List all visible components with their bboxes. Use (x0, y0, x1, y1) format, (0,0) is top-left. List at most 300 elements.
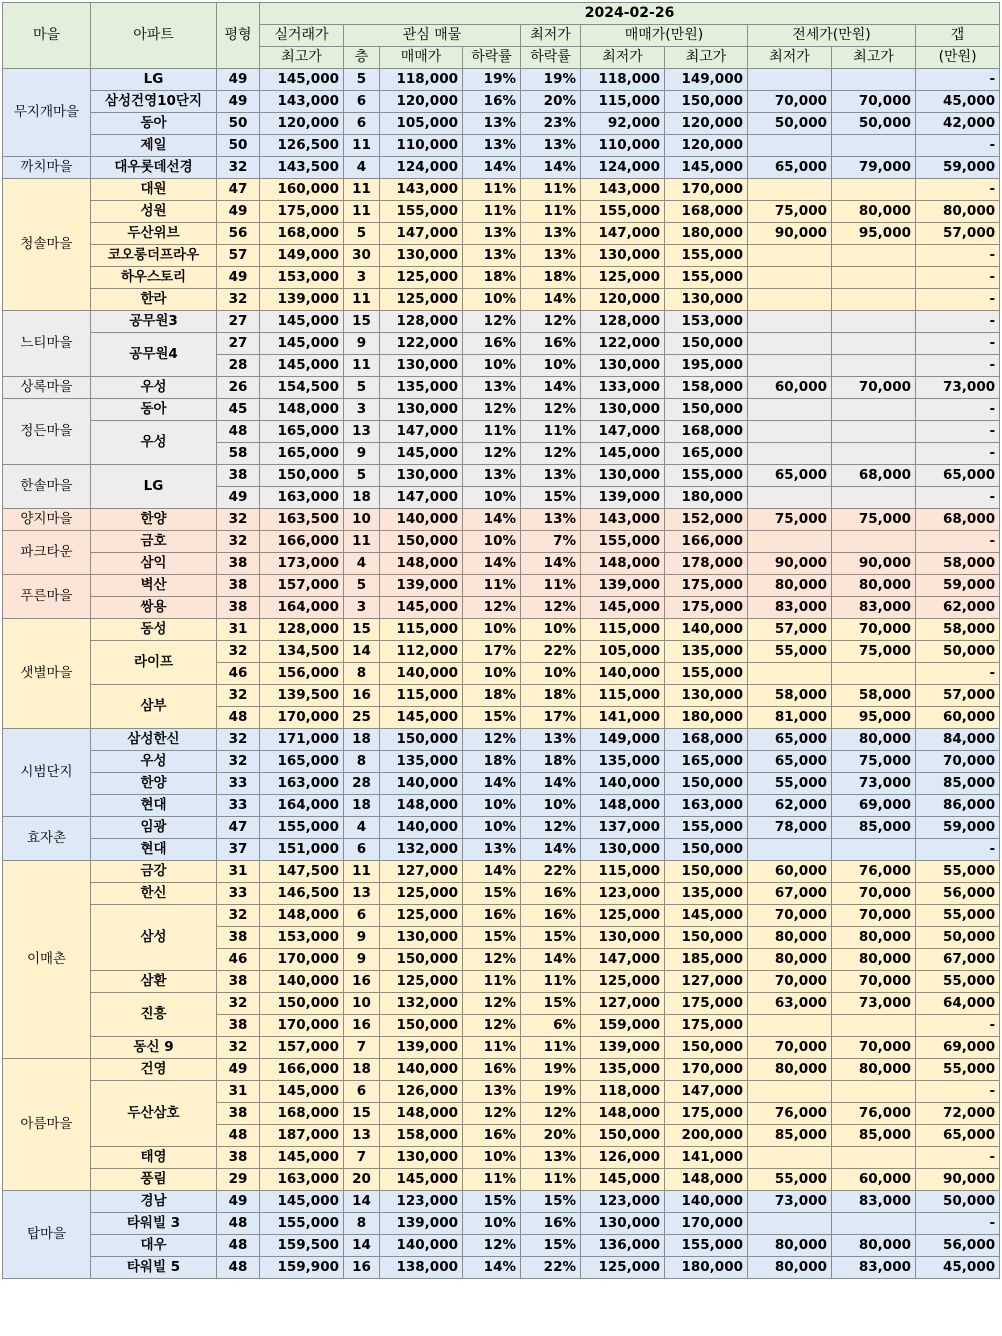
gap-cell[interactable]: - (916, 487, 1000, 509)
apartment-cell[interactable]: 삼성 (91, 905, 217, 971)
drop-rate-cell[interactable]: 19% (463, 69, 521, 91)
sale-max-cell[interactable]: 120,000 (665, 113, 748, 135)
real-trade-max-cell[interactable]: 170,000 (260, 1015, 344, 1037)
jeonse-min-cell[interactable]: 70,000 (748, 1037, 832, 1059)
sale-min-cell[interactable]: 120,000 (581, 289, 665, 311)
jeonse-max-cell[interactable]: 68,000 (832, 465, 916, 487)
sale-max-cell[interactable]: 155,000 (665, 465, 748, 487)
lowest-drop-rate-cell[interactable]: 13% (521, 223, 581, 245)
sale-max-cell[interactable]: 163,000 (665, 795, 748, 817)
lowest-drop-rate-cell[interactable]: 18% (521, 751, 581, 773)
sale-price-cell[interactable]: 139,000 (380, 1213, 463, 1235)
lowest-drop-rate-cell[interactable]: 15% (521, 1191, 581, 1213)
gap-cell[interactable]: - (916, 1147, 1000, 1169)
sale-min-cell[interactable]: 126,000 (581, 1147, 665, 1169)
apartment-cell[interactable]: 한양 (91, 509, 217, 531)
floor-cell[interactable]: 15 (344, 619, 380, 641)
pyeong-cell[interactable]: 31 (217, 619, 260, 641)
sale-min-cell[interactable]: 124,000 (581, 157, 665, 179)
real-trade-max-cell[interactable]: 156,000 (260, 663, 344, 685)
lowest-drop-rate-cell[interactable]: 16% (521, 333, 581, 355)
real-trade-max-cell[interactable]: 157,000 (260, 1037, 344, 1059)
jeonse-max-cell[interactable]: 80,000 (832, 1235, 916, 1257)
sale-price-cell[interactable]: 135,000 (380, 751, 463, 773)
apartment-cell[interactable]: 경남 (91, 1191, 217, 1213)
sale-max-cell[interactable]: 141,000 (665, 1147, 748, 1169)
real-trade-max-cell[interactable]: 170,000 (260, 949, 344, 971)
sale-min-cell[interactable]: 115,000 (581, 91, 665, 113)
pyeong-cell[interactable]: 46 (217, 949, 260, 971)
sale-price-cell[interactable]: 140,000 (380, 773, 463, 795)
apartment-cell[interactable]: 타워빌 3 (91, 1213, 217, 1235)
lowest-drop-rate-cell[interactable]: 11% (521, 971, 581, 993)
jeonse-max-cell[interactable]: 95,000 (832, 223, 916, 245)
jeonse-min-cell[interactable] (748, 311, 832, 333)
gap-cell[interactable]: - (916, 1213, 1000, 1235)
drop-rate-cell[interactable]: 12% (463, 311, 521, 333)
jeonse-min-cell[interactable]: 78,000 (748, 817, 832, 839)
real-trade-max-cell[interactable]: 163,500 (260, 509, 344, 531)
lowest-drop-rate-cell[interactable]: 12% (521, 443, 581, 465)
jeonse-min-cell[interactable]: 73,000 (748, 1191, 832, 1213)
apartment-cell[interactable]: 두산위브 (91, 223, 217, 245)
real-trade-max-cell[interactable]: 155,000 (260, 1213, 344, 1235)
lowest-drop-rate-cell[interactable]: 12% (521, 1103, 581, 1125)
jeonse-min-cell[interactable]: 57,000 (748, 619, 832, 641)
drop-rate-cell[interactable]: 10% (463, 1147, 521, 1169)
apartment-cell[interactable]: 삼익 (91, 553, 217, 575)
drop-rate-cell[interactable]: 10% (463, 487, 521, 509)
village-cell[interactable]: 정든마을 (3, 399, 91, 465)
apartment-cell[interactable]: 벽산 (91, 575, 217, 597)
apartment-cell[interactable]: 우성 (91, 751, 217, 773)
real-trade-max-cell[interactable]: 173,000 (260, 553, 344, 575)
real-trade-max-cell[interactable]: 168,000 (260, 223, 344, 245)
apartment-cell[interactable]: 우성 (91, 377, 217, 399)
sale-max-cell[interactable]: 175,000 (665, 993, 748, 1015)
sale-min-cell[interactable]: 145,000 (581, 1169, 665, 1191)
drop-rate-cell[interactable]: 13% (463, 113, 521, 135)
lowest-drop-rate-cell[interactable]: 11% (521, 575, 581, 597)
jeonse-min-cell[interactable]: 55,000 (748, 1169, 832, 1191)
apartment-cell[interactable]: 진흥 (91, 993, 217, 1037)
drop-rate-cell[interactable]: 15% (463, 1191, 521, 1213)
gap-cell[interactable]: - (916, 531, 1000, 553)
village-cell[interactable]: 까치마을 (3, 157, 91, 179)
lowest-drop-rate-cell[interactable]: 14% (521, 377, 581, 399)
lowest-drop-rate-cell[interactable]: 22% (521, 861, 581, 883)
header-pyeong[interactable]: 평형 (217, 3, 260, 69)
sale-min-cell[interactable]: 110,000 (581, 135, 665, 157)
pyeong-cell[interactable]: 38 (217, 927, 260, 949)
real-trade-max-cell[interactable]: 145,000 (260, 1147, 344, 1169)
jeonse-min-cell[interactable]: 90,000 (748, 223, 832, 245)
sale-min-cell[interactable]: 140,000 (581, 773, 665, 795)
lowest-drop-rate-cell[interactable]: 13% (521, 729, 581, 751)
drop-rate-cell[interactable]: 16% (463, 333, 521, 355)
jeonse-min-cell[interactable]: 80,000 (748, 949, 832, 971)
jeonse-min-cell[interactable] (748, 289, 832, 311)
real-trade-max-cell[interactable]: 150,000 (260, 465, 344, 487)
floor-cell[interactable]: 3 (344, 597, 380, 619)
jeonse-max-cell[interactable]: 58,000 (832, 685, 916, 707)
drop-rate-cell[interactable]: 13% (463, 465, 521, 487)
floor-cell[interactable]: 14 (344, 641, 380, 663)
lowest-drop-rate-cell[interactable]: 14% (521, 839, 581, 861)
pyeong-cell[interactable]: 32 (217, 751, 260, 773)
sale-min-cell[interactable]: 130,000 (581, 399, 665, 421)
floor-cell[interactable]: 13 (344, 1125, 380, 1147)
real-trade-max-cell[interactable]: 166,000 (260, 1059, 344, 1081)
apartment-cell[interactable]: 동성 (91, 619, 217, 641)
header-sale-price[interactable]: 매매가 (380, 47, 463, 69)
sale-min-cell[interactable]: 123,000 (581, 1191, 665, 1213)
sale-price-cell[interactable]: 105,000 (380, 113, 463, 135)
real-trade-max-cell[interactable]: 146,500 (260, 883, 344, 905)
sale-max-cell[interactable]: 130,000 (665, 685, 748, 707)
pyeong-cell[interactable]: 48 (217, 421, 260, 443)
village-cell[interactable]: 탑마을 (3, 1191, 91, 1279)
jeonse-max-cell[interactable] (832, 531, 916, 553)
drop-rate-cell[interactable]: 14% (463, 553, 521, 575)
floor-cell[interactable]: 11 (344, 531, 380, 553)
gap-cell[interactable]: 50,000 (916, 1191, 1000, 1213)
header-real-trade-max[interactable]: 최고가 (260, 47, 344, 69)
apartment-cell[interactable]: 태영 (91, 1147, 217, 1169)
gap-cell[interactable]: - (916, 289, 1000, 311)
drop-rate-cell[interactable]: 17% (463, 641, 521, 663)
header-sale-max[interactable]: 최고가 (665, 47, 748, 69)
real-trade-max-cell[interactable]: 163,000 (260, 1169, 344, 1191)
apartment-cell[interactable]: 현대 (91, 839, 217, 861)
sale-price-cell[interactable]: 132,000 (380, 839, 463, 861)
drop-rate-cell[interactable]: 11% (463, 971, 521, 993)
sale-max-cell[interactable]: 178,000 (665, 553, 748, 575)
sale-max-cell[interactable]: 152,000 (665, 509, 748, 531)
sale-price-cell[interactable]: 145,000 (380, 443, 463, 465)
floor-cell[interactable]: 6 (344, 1081, 380, 1103)
pyeong-cell[interactable]: 38 (217, 575, 260, 597)
sale-price-cell[interactable]: 127,000 (380, 861, 463, 883)
pyeong-cell[interactable]: 32 (217, 157, 260, 179)
jeonse-max-cell[interactable]: 85,000 (832, 1125, 916, 1147)
lowest-drop-rate-cell[interactable]: 22% (521, 641, 581, 663)
sale-max-cell[interactable]: 155,000 (665, 245, 748, 267)
real-trade-max-cell[interactable]: 145,000 (260, 1191, 344, 1213)
pyeong-cell[interactable]: 48 (217, 707, 260, 729)
pyeong-cell[interactable]: 26 (217, 377, 260, 399)
sale-price-cell[interactable]: 125,000 (380, 883, 463, 905)
gap-cell[interactable]: - (916, 179, 1000, 201)
gap-cell[interactable]: 60,000 (916, 707, 1000, 729)
pyeong-cell[interactable]: 38 (217, 553, 260, 575)
sale-price-cell[interactable]: 139,000 (380, 1037, 463, 1059)
apartment-cell[interactable]: 제일 (91, 135, 217, 157)
sale-min-cell[interactable]: 159,000 (581, 1015, 665, 1037)
pyeong-cell[interactable]: 32 (217, 531, 260, 553)
floor-cell[interactable]: 7 (344, 1037, 380, 1059)
jeonse-max-cell[interactable]: 70,000 (832, 619, 916, 641)
gap-cell[interactable]: 57,000 (916, 223, 1000, 245)
sale-min-cell[interactable]: 149,000 (581, 729, 665, 751)
floor-cell[interactable]: 16 (344, 971, 380, 993)
header-village[interactable]: 마을 (3, 3, 91, 69)
jeonse-min-cell[interactable]: 70,000 (748, 91, 832, 113)
header-lowest-drop-rate[interactable]: 하락률 (521, 47, 581, 69)
sale-max-cell[interactable]: 120,000 (665, 135, 748, 157)
floor-cell[interactable]: 18 (344, 729, 380, 751)
floor-cell[interactable]: 3 (344, 399, 380, 421)
header-real-trade[interactable]: 실거래가 (260, 25, 344, 47)
jeonse-max-cell[interactable]: 70,000 (832, 883, 916, 905)
pyeong-cell[interactable]: 31 (217, 861, 260, 883)
apartment-cell[interactable]: 건영 (91, 1059, 217, 1081)
apartment-cell[interactable]: 한양 (91, 773, 217, 795)
jeonse-min-cell[interactable]: 58,000 (748, 685, 832, 707)
jeonse-min-cell[interactable] (748, 1015, 832, 1037)
gap-cell[interactable]: 58,000 (916, 553, 1000, 575)
gap-cell[interactable]: 90,000 (916, 1169, 1000, 1191)
sale-price-cell[interactable]: 120,000 (380, 91, 463, 113)
pyeong-cell[interactable]: 48 (217, 1235, 260, 1257)
sale-price-cell[interactable]: 145,000 (380, 707, 463, 729)
sale-max-cell[interactable]: 170,000 (665, 1059, 748, 1081)
real-trade-max-cell[interactable]: 143,500 (260, 157, 344, 179)
apartment-cell[interactable]: 금강 (91, 861, 217, 883)
floor-cell[interactable]: 18 (344, 795, 380, 817)
village-cell[interactable]: 상록마을 (3, 377, 91, 399)
lowest-drop-rate-cell[interactable]: 13% (521, 509, 581, 531)
gap-cell[interactable]: - (916, 245, 1000, 267)
sale-min-cell[interactable]: 140,000 (581, 663, 665, 685)
sale-max-cell[interactable]: 135,000 (665, 883, 748, 905)
gap-cell[interactable]: - (916, 399, 1000, 421)
sale-price-cell[interactable]: 115,000 (380, 685, 463, 707)
gap-cell[interactable]: 42,000 (916, 113, 1000, 135)
pyeong-cell[interactable]: 38 (217, 465, 260, 487)
pyeong-cell[interactable]: 33 (217, 883, 260, 905)
drop-rate-cell[interactable]: 11% (463, 201, 521, 223)
sale-max-cell[interactable]: 180,000 (665, 223, 748, 245)
gap-cell[interactable]: - (916, 443, 1000, 465)
floor-cell[interactable]: 9 (344, 949, 380, 971)
jeonse-min-cell[interactable] (748, 333, 832, 355)
village-cell[interactable]: 파크타운 (3, 531, 91, 575)
sale-max-cell[interactable]: 150,000 (665, 1037, 748, 1059)
real-trade-max-cell[interactable]: 139,000 (260, 289, 344, 311)
lowest-drop-rate-cell[interactable]: 15% (521, 927, 581, 949)
jeonse-max-cell[interactable]: 70,000 (832, 971, 916, 993)
sale-min-cell[interactable]: 143,000 (581, 509, 665, 531)
sale-min-cell[interactable]: 148,000 (581, 795, 665, 817)
lowest-drop-rate-cell[interactable]: 16% (521, 905, 581, 927)
gap-cell[interactable]: 84,000 (916, 729, 1000, 751)
gap-cell[interactable]: - (916, 663, 1000, 685)
sale-max-cell[interactable]: 155,000 (665, 817, 748, 839)
jeonse-max-cell[interactable]: 70,000 (832, 1037, 916, 1059)
jeonse-max-cell[interactable] (832, 399, 916, 421)
drop-rate-cell[interactable]: 11% (463, 1169, 521, 1191)
apartment-cell[interactable]: 풍림 (91, 1169, 217, 1191)
sale-min-cell[interactable]: 145,000 (581, 443, 665, 465)
lowest-drop-rate-cell[interactable]: 14% (521, 949, 581, 971)
drop-rate-cell[interactable]: 12% (463, 1015, 521, 1037)
pyeong-cell[interactable]: 58 (217, 443, 260, 465)
sale-min-cell[interactable]: 150,000 (581, 1125, 665, 1147)
sale-price-cell[interactable]: 115,000 (380, 619, 463, 641)
gap-cell[interactable]: 64,000 (916, 993, 1000, 1015)
sale-max-cell[interactable]: 166,000 (665, 531, 748, 553)
floor-cell[interactable]: 15 (344, 311, 380, 333)
lowest-drop-rate-cell[interactable]: 12% (521, 311, 581, 333)
gap-cell[interactable]: 73,000 (916, 377, 1000, 399)
gap-cell[interactable]: 55,000 (916, 905, 1000, 927)
drop-rate-cell[interactable]: 16% (463, 1125, 521, 1147)
sale-max-cell[interactable]: 155,000 (665, 663, 748, 685)
sale-min-cell[interactable]: 147,000 (581, 421, 665, 443)
gap-cell[interactable]: 59,000 (916, 157, 1000, 179)
lowest-drop-rate-cell[interactable]: 13% (521, 1147, 581, 1169)
jeonse-max-cell[interactable] (832, 245, 916, 267)
sale-price-cell[interactable]: 125,000 (380, 289, 463, 311)
lowest-drop-rate-cell[interactable]: 15% (521, 487, 581, 509)
jeonse-min-cell[interactable]: 75,000 (748, 201, 832, 223)
sale-max-cell[interactable]: 150,000 (665, 773, 748, 795)
sale-min-cell[interactable]: 145,000 (581, 597, 665, 619)
sale-min-cell[interactable]: 125,000 (581, 905, 665, 927)
real-trade-max-cell[interactable]: 168,000 (260, 1103, 344, 1125)
sale-price-cell[interactable]: 125,000 (380, 267, 463, 289)
floor-cell[interactable]: 10 (344, 509, 380, 531)
sale-max-cell[interactable]: 150,000 (665, 861, 748, 883)
lowest-drop-rate-cell[interactable]: 15% (521, 993, 581, 1015)
pyeong-cell[interactable]: 57 (217, 245, 260, 267)
jeonse-min-cell[interactable]: 67,000 (748, 883, 832, 905)
gap-cell[interactable]: 56,000 (916, 883, 1000, 905)
sale-max-cell[interactable]: 175,000 (665, 1103, 748, 1125)
jeonse-min-cell[interactable]: 90,000 (748, 553, 832, 575)
pyeong-cell[interactable]: 33 (217, 773, 260, 795)
sale-price-cell[interactable]: 140,000 (380, 1235, 463, 1257)
sale-min-cell[interactable]: 115,000 (581, 861, 665, 883)
real-trade-max-cell[interactable]: 163,000 (260, 773, 344, 795)
floor-cell[interactable]: 8 (344, 663, 380, 685)
jeonse-min-cell[interactable]: 80,000 (748, 575, 832, 597)
drop-rate-cell[interactable]: 13% (463, 1081, 521, 1103)
real-trade-max-cell[interactable]: 143,000 (260, 91, 344, 113)
sale-max-cell[interactable]: 140,000 (665, 619, 748, 641)
sale-max-cell[interactable]: 168,000 (665, 201, 748, 223)
floor-cell[interactable]: 13 (344, 883, 380, 905)
floor-cell[interactable]: 14 (344, 1191, 380, 1213)
real-trade-max-cell[interactable]: 145,000 (260, 333, 344, 355)
drop-rate-cell[interactable]: 12% (463, 729, 521, 751)
jeonse-max-cell[interactable] (832, 289, 916, 311)
sale-max-cell[interactable]: 135,000 (665, 641, 748, 663)
lowest-drop-rate-cell[interactable]: 23% (521, 113, 581, 135)
lowest-drop-rate-cell[interactable]: 19% (521, 1059, 581, 1081)
jeonse-min-cell[interactable]: 65,000 (748, 465, 832, 487)
sale-min-cell[interactable]: 130,000 (581, 355, 665, 377)
apartment-cell[interactable]: 두산삼호 (91, 1081, 217, 1147)
pyeong-cell[interactable]: 56 (217, 223, 260, 245)
drop-rate-cell[interactable]: 16% (463, 91, 521, 113)
lowest-drop-rate-cell[interactable]: 18% (521, 685, 581, 707)
real-trade-max-cell[interactable]: 145,000 (260, 1081, 344, 1103)
floor-cell[interactable]: 30 (344, 245, 380, 267)
pyeong-cell[interactable]: 49 (217, 91, 260, 113)
jeonse-max-cell[interactable]: 80,000 (832, 201, 916, 223)
sale-price-cell[interactable]: 145,000 (380, 1169, 463, 1191)
gap-cell[interactable]: 56,000 (916, 1235, 1000, 1257)
gap-cell[interactable]: 85,000 (916, 773, 1000, 795)
sale-max-cell[interactable]: 175,000 (665, 575, 748, 597)
sale-price-cell[interactable]: 125,000 (380, 905, 463, 927)
sale-min-cell[interactable]: 147,000 (581, 949, 665, 971)
sale-price-cell[interactable]: 123,000 (380, 1191, 463, 1213)
lowest-drop-rate-cell[interactable]: 10% (521, 619, 581, 641)
lowest-drop-rate-cell[interactable]: 11% (521, 421, 581, 443)
drop-rate-cell[interactable]: 10% (463, 817, 521, 839)
real-trade-max-cell[interactable]: 164,000 (260, 795, 344, 817)
floor-cell[interactable]: 16 (344, 1015, 380, 1037)
jeonse-max-cell[interactable] (832, 1147, 916, 1169)
drop-rate-cell[interactable]: 10% (463, 663, 521, 685)
floor-cell[interactable]: 11 (344, 861, 380, 883)
jeonse-max-cell[interactable]: 83,000 (832, 597, 916, 619)
real-trade-max-cell[interactable]: 148,000 (260, 399, 344, 421)
real-trade-max-cell[interactable]: 147,500 (260, 861, 344, 883)
pyeong-cell[interactable]: 33 (217, 795, 260, 817)
pyeong-cell[interactable]: 38 (217, 1147, 260, 1169)
jeonse-max-cell[interactable]: 83,000 (832, 1191, 916, 1213)
sale-max-cell[interactable]: 150,000 (665, 399, 748, 421)
jeonse-max-cell[interactable]: 75,000 (832, 751, 916, 773)
jeonse-max-cell[interactable]: 79,000 (832, 157, 916, 179)
header-drop-rate[interactable]: 하락률 (463, 47, 521, 69)
pyeong-cell[interactable]: 37 (217, 839, 260, 861)
gap-cell[interactable]: 67,000 (916, 949, 1000, 971)
real-trade-max-cell[interactable]: 140,000 (260, 971, 344, 993)
drop-rate-cell[interactable]: 18% (463, 685, 521, 707)
sale-max-cell[interactable]: 168,000 (665, 421, 748, 443)
jeonse-min-cell[interactable]: 60,000 (748, 377, 832, 399)
sale-price-cell[interactable]: 140,000 (380, 509, 463, 531)
jeonse-min-cell[interactable] (748, 135, 832, 157)
jeonse-min-cell[interactable] (748, 1213, 832, 1235)
jeonse-min-cell[interactable]: 81,000 (748, 707, 832, 729)
lowest-drop-rate-cell[interactable]: 11% (521, 1169, 581, 1191)
floor-cell[interactable]: 11 (344, 289, 380, 311)
pyeong-cell[interactable]: 49 (217, 1059, 260, 1081)
sale-min-cell[interactable]: 92,000 (581, 113, 665, 135)
apartment-cell[interactable]: 동아 (91, 113, 217, 135)
pyeong-cell[interactable]: 28 (217, 355, 260, 377)
real-trade-max-cell[interactable]: 139,500 (260, 685, 344, 707)
sale-price-cell[interactable]: 130,000 (380, 355, 463, 377)
sale-max-cell[interactable]: 195,000 (665, 355, 748, 377)
jeonse-max-cell[interactable] (832, 663, 916, 685)
sale-price-cell[interactable]: 150,000 (380, 1015, 463, 1037)
gap-cell[interactable]: 70,000 (916, 751, 1000, 773)
sale-min-cell[interactable]: 139,000 (581, 575, 665, 597)
jeonse-max-cell[interactable]: 80,000 (832, 949, 916, 971)
lowest-drop-rate-cell[interactable]: 16% (521, 1213, 581, 1235)
lowest-drop-rate-cell[interactable]: 11% (521, 179, 581, 201)
pyeong-cell[interactable]: 45 (217, 399, 260, 421)
gap-cell[interactable]: 72,000 (916, 1103, 1000, 1125)
sale-price-cell[interactable]: 110,000 (380, 135, 463, 157)
